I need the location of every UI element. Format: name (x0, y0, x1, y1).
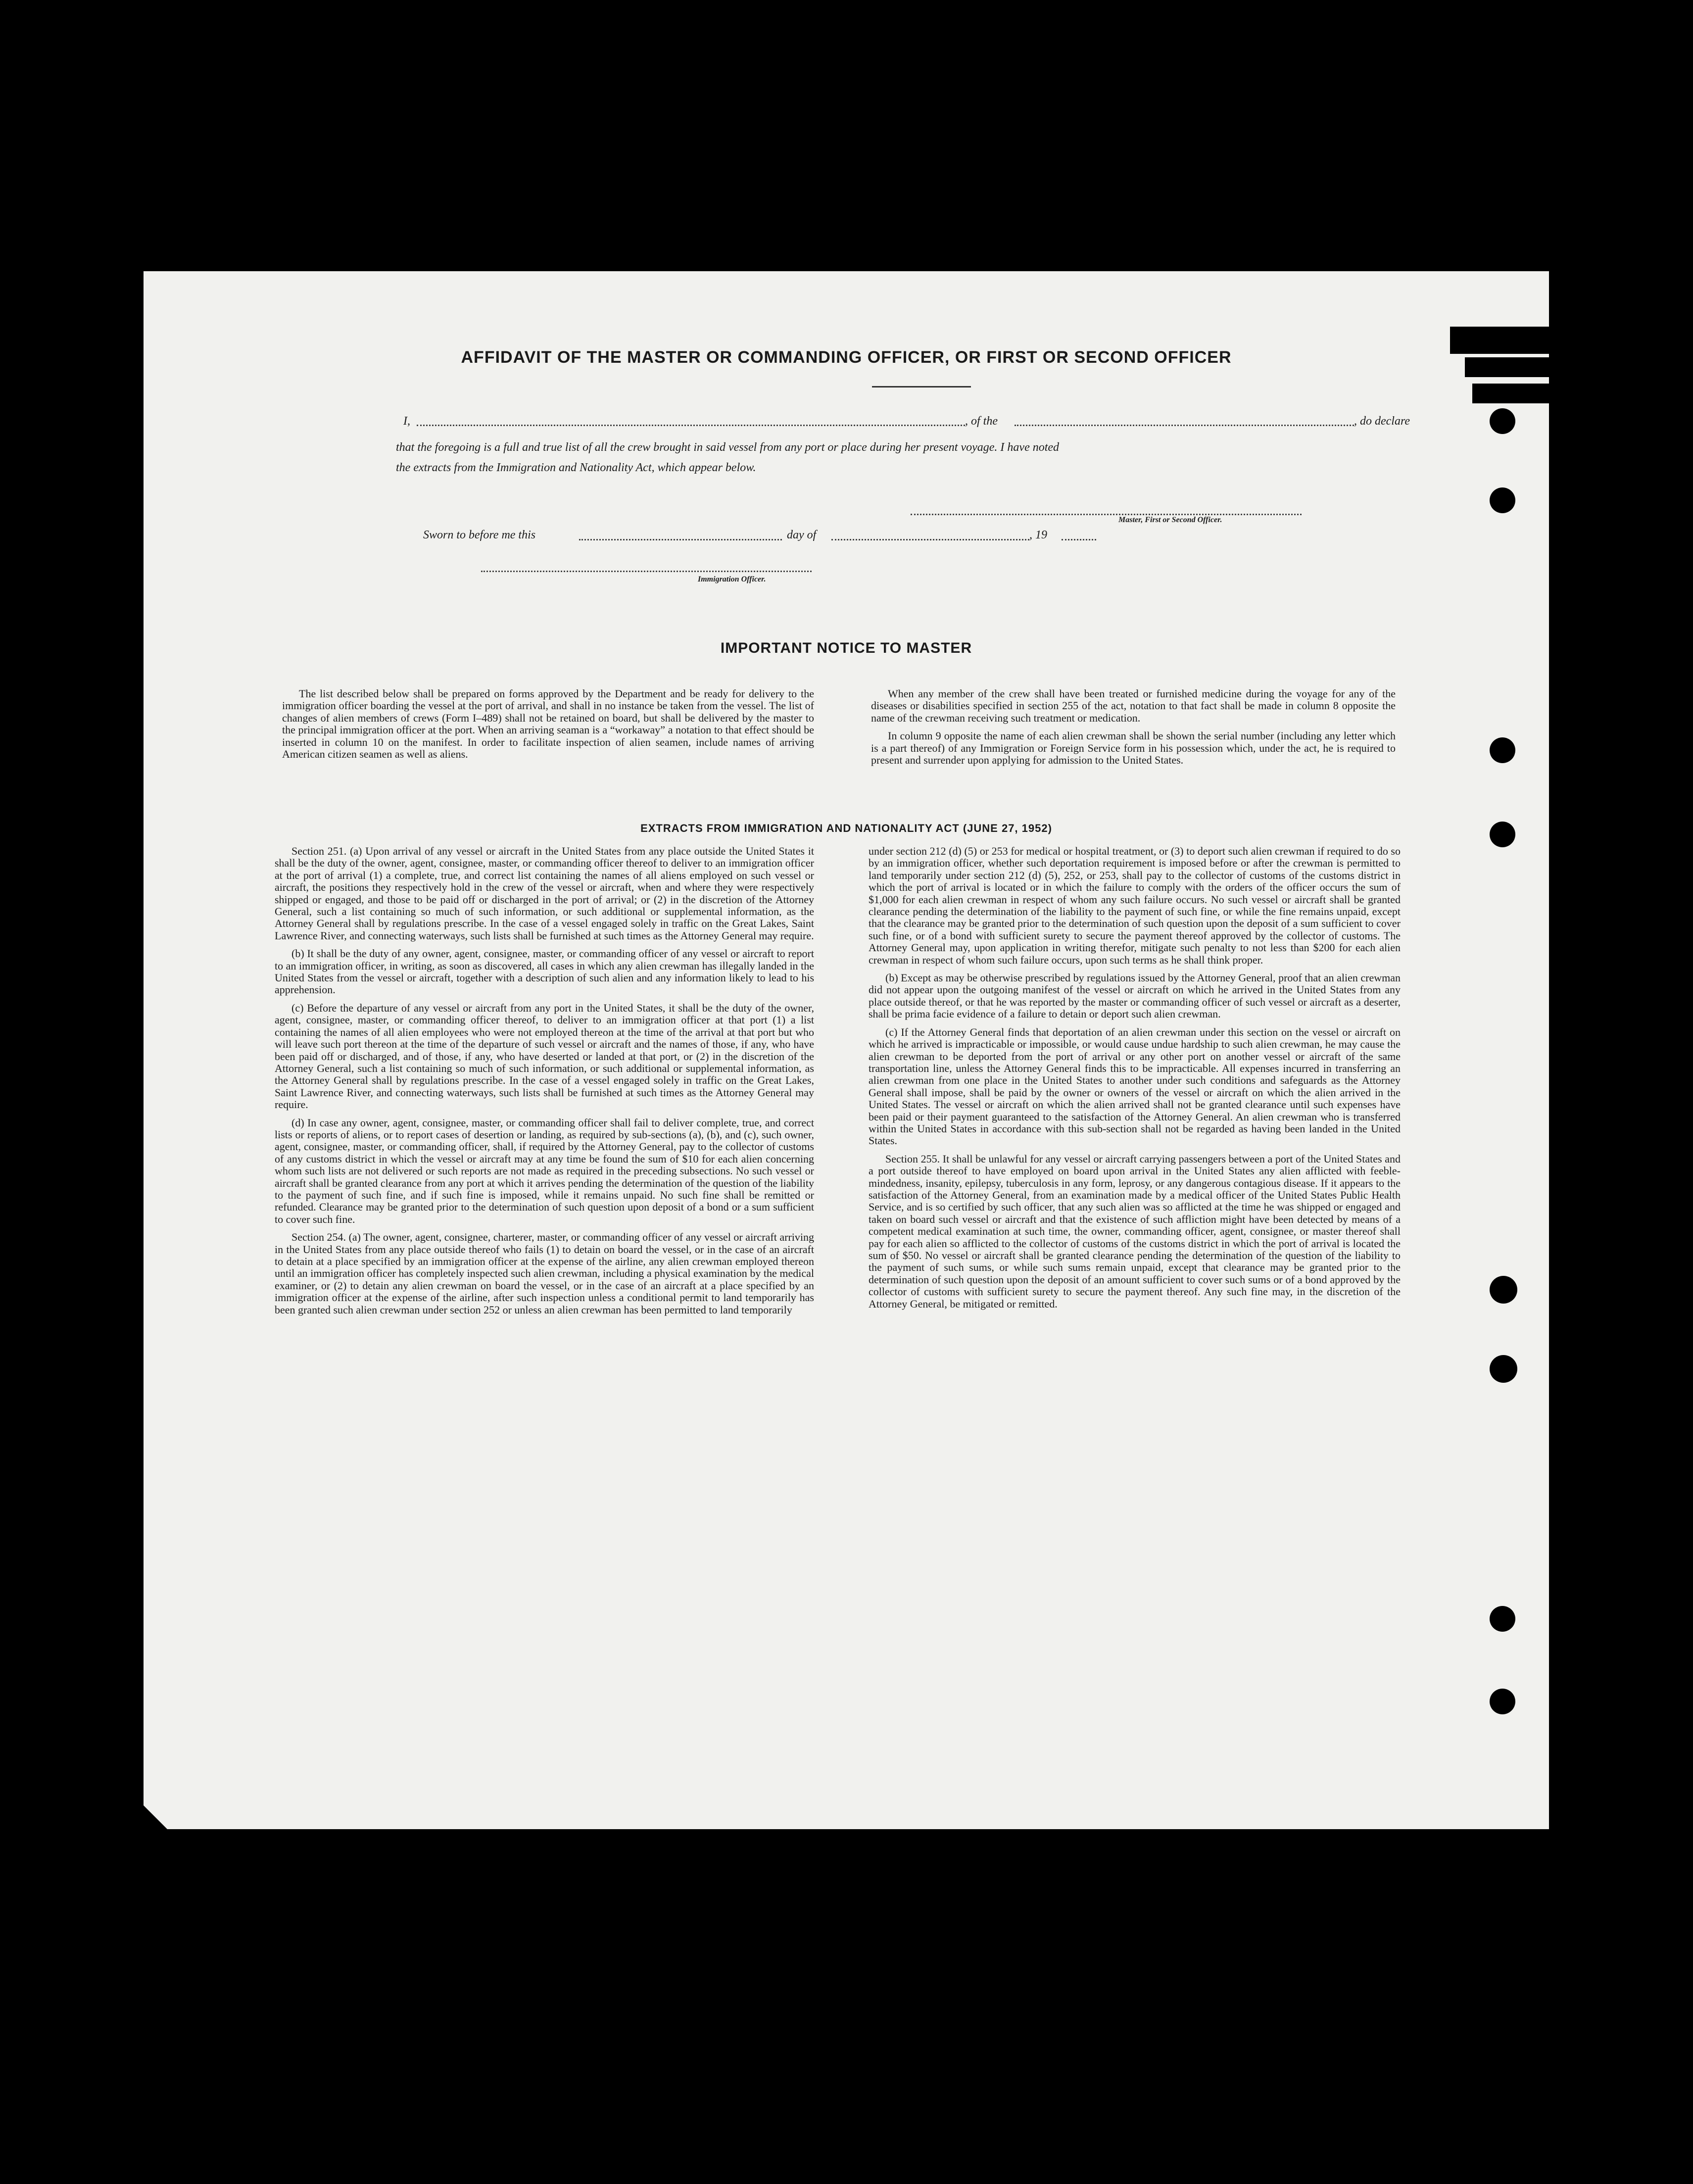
sworn-label: Sworn to before me this (423, 529, 536, 541)
punch-hole (1490, 822, 1515, 847)
punch-hole (1490, 408, 1515, 434)
year-label: , 19 (1029, 529, 1047, 541)
section-255: Section 255. It shall be unlawful for any vessel or aircraft carrying passengers between a port of the United States and a port outside thereof to have employed on board upon arrival in the United States any alien afflicted with feeble-mindedness, insanity, epilepsy, tuberculosis in any form, leprosy, or any dangerous contagious disease. If it appears to the satisfaction of the Attorney General, from an examination made by a medical officer of the United States Public Health Service, and is so certified by such officer, that any such alien was so afflicted at the time he was shipped or engaged and taken on board such vessel or aircraft and that the existence of such affliction might have been detected by means of a competent medical examination at such time, the owner, commanding officer, agent, consignee, or master thereof shall pay for each alien so afflicted to the collector of customs of the customs district in which the port of arrival is located the sum of $50. No vessel or aircraft shall be granted clearance pending the determination of the question of the liability to the payment of such sums, or while such sums remain unpaid, except that clearance may be granted prior to the determination of such question upon the deposit of an amount sufficient to cover such sums or of a bond approved by the collector of customs with sufficient surety to secure the payment thereof. Any such fine may, in the discretion of the Attorney General, be mitigated or remitted. (869, 1152, 1401, 1310)
sworn-day-field[interactable] (579, 539, 782, 540)
extracts-title: EXTRACTS FROM IMMIGRATION AND NATIONALITY ACT (JUNE 27, 1952) (640, 822, 1052, 834)
punch-hole (1490, 487, 1515, 513)
vessel-name-field[interactable] (1015, 425, 1354, 426)
declaration-of-the-label: , of the (965, 415, 998, 428)
master-signature-field[interactable] (911, 514, 1302, 515)
section-254-b: (b) Except as may be otherwise prescribed by regulations issued by the Attorney General, proof that an alien crewman did not appear upon the outgoing manifest of the vessel or aircraft on which he arrived in the United States from any place outside thereof, or that he was reported by the master or commanding officer of such vessel or aircraft as a deserter, shall be prima facie evidence of a failure to detain or deport such alien crewman. (869, 971, 1401, 1020)
punch-hole (1490, 1606, 1515, 1632)
extracts-left-column (275, 845, 814, 1316)
sworn-year-field[interactable] (1062, 539, 1096, 540)
notice-right-column (871, 688, 1396, 766)
section-254-c: (c) If the Attorney General finds that deportation of an alien crewman under this section on the vessel or aircraft on which he arrived is impracticable or impossible, or would cause undue hardship to such alien crewman, he may cause the alien crewman to be deported from the port of arrival or any other port on another vessel or aircraft of the same transportation line, unless the Attorney General finds this to be impracticable. All expenses incurred in transferring an alien crewman from one place in the United States to another under such conditions and safeguards as the Attorney General shall impose, shall be paid by the owner or owners of the vessel or aircraft on which the alien arrived in the United States. The vessel or aircraft on which the alien arrived shall not be granted clearance until such expenses have been paid or their payment guaranteed to the satisfaction of the Attorney General. An alien crewman who is transferred within the United States in accordance with this sub-section shall not be regarded as having been landed in the United States. (869, 1025, 1401, 1147)
page-corner (144, 1805, 167, 1829)
sworn-month-field[interactable] (831, 539, 1029, 540)
declarant-name-field[interactable] (417, 425, 965, 426)
section-251-c: (c) Before the departure of any vessel or aircraft from any port in the United States, it shall be the duty of the owner, agent, consignee, master, or commanding officer thereof, to deliver to an immigration officer at that port (1) a list containing the names of all alien employees who were not employed thereon at the time of the arrival at that port but who will leave such port thereon at the time of the departure of such vessel or aircraft and the names of those, if any, who have been paid off or discharged, and of those, if any, who have deserted or landed at that port, or (2) in the discretion of the Attorney General, such a list containing so much of such information, or such additional or supplemental information, as the Attorney General shall by regulations prescribe. In the case of a vessel engaged solely in traffic on the Great Lakes, Saint Lawrence River, and connecting waterways, such lists shall be furnished at such times as the Attorney General may require. (275, 1001, 814, 1111)
punch-hole (1490, 1276, 1517, 1304)
section-251-d: (d) In case any owner, agent, consignee, master, or commanding officer shall fail to deliver complete, true, and correct lists or reports of aliens, or to report cases of desertion or landing, as required by sub-sections (a), (b), and (c), such owner, agent, consignee, master, or commanding officer, shall, if required by the Attorney General, pay to the collector of customs of any customs district in which the vessel or aircraft may at any time be found the sum of $10 for each alien concerning whom such lists are not delivered or such reports are not made as required in the preceding subsections. No such vessel or aircraft shall be granted clearance from any port at which it arrives pending the determination of the question of the liability to the payment of such fine, and if such fine is imposed, while it remains unpaid. No such fine shall be remitted or refunded. Clearance may be granted prior to the determination of such question upon deposit of a bond or a sum sufficient to cover such fine. (275, 1116, 814, 1225)
notice-title: IMPORTANT NOTICE TO MASTER (720, 640, 972, 656)
immigration-officer-label: Immigration Officer. (698, 575, 766, 583)
declaration-statement-line2: the extracts from the Immigration and Nationality Act, which appear below. (396, 461, 756, 474)
section-254-a: Section 254. (a) The owner, agent, consignee, charterer, master, or commanding officer of any vessel or aircraft arriving in the United States from any place outside thereof who fails (1) to detain on board the vessel, or in the case of an aircraft to detain at a place specified by an immigration officer at the expense of the airline, any alien crewman employed thereon until an immigration officer has completely inspected such alien crewman, including a physical examination by the medical examiner, or (2) to detain any alien crewman on board the vessel, or in the case of an aircraft at a place specified by an immigration officer at the expense of the airline, after such inspection unless a conditional permit to land temporarily has been granted such alien crewman under section 252 or unless an alien crewman has been permitted to land temporarily (275, 1231, 814, 1316)
affidavit-title: AFFIDAVIT OF THE MASTER OR COMMANDING OFFICER, OR FIRST OR SECOND OFFICER (461, 348, 1232, 367)
master-signature-label: Master, First or Second Officer. (1118, 516, 1222, 524)
immigration-officer-signature-field[interactable] (481, 571, 812, 572)
punch-hole (1490, 1355, 1517, 1383)
section-254-a-continued: under section 212 (d) (5) or 253 for medical or hospital treatment, or (3) to deport such alien crewman if required to do so by an immigration officer, whether such deportation requirement is imposed before or after the crewman is permitted to land temporarily under section 212 (d) (5), 252, or 253, shall pay to the collector of customs of the customs district in which the port of arrival is located or in which the failure to comply with the orders of the officer occurs the sum of $1,000 for each alien crewman in respect of whom any such failure occurs. No such vessel or aircraft shall be granted clearance pending the determination of the liability to the payment of such fine, or while the fine remains unpaid, except that the clearance may be granted prior to the determination of such question upon the deposit of a sum sufficient to cover such fine, or of a bond with sufficient surety to secure the payment thereof approved by the collector of customs. The Attorney General may, upon application in writing therefor, mitigate such penalty to not less than $200 for each alien crewman in respect of whom such failure occurs, upon such terms as he shall think proper. (869, 845, 1401, 966)
section-251-b: (b) It shall be the duty of any owner, agent, consignee, master, or commanding officer of any vessel or aircraft to report to an immigration officer, in writing, as soon as discovered, all cases in which any alien crewman has illegally landed in the United States from the vessel or aircraft, together with a description of such alien and any information likely to lead to his apprehension. (275, 947, 814, 996)
document-page (144, 271, 1549, 1829)
edge-tab (1472, 384, 1549, 403)
punch-hole (1490, 737, 1515, 763)
notice-paragraph: The list described below shall be prepared on forms approved by the Department and be ready for delivery to the immigration officer boarding the vessel at the port of arrival, and shall in no instance be taken from the vessel. The list of changes of alien members of crews (Form I–489) shall not be retained on board, but shall be delivered by the master to the principal immigration officer at the port. When an arriving seaman is a “workaway” a notation to that effect should be inserted in column 10 on the manifest. In order to facilitate inspection of alien seamen, include names of arriving American citizen seamen as well as aliens. (282, 687, 814, 761)
declaration-do-declare-label: , do declare (1354, 415, 1410, 428)
notice-left-column (282, 688, 814, 760)
edge-tab (1465, 357, 1549, 377)
punch-hole (1490, 1689, 1515, 1714)
notice-paragraph: In column 9 opposite the name of each alien crewman shall be shown the serial number (including any letter which is a part thereof) of any Immigration or Foreign Service form in his possession which, under the act, he is required to present and surrender upon applying for admission to the United States. (871, 729, 1396, 767)
section-251-a: Section 251. (a) Upon arrival of any vessel or aircraft in the United States from any place outside the United States it shall be the duty of the owner, agent, consignee, master, or commanding officer thereof to deliver to an immigration officer at the port of arrival (1) a complete, true, and correct list containing the names of all aliens employed on such vessel or aircraft, the positions they respectively hold in the crew of the vessel or aircraft, when and where they were respectively shipped or engaged, and those to be paid off or discharged in the port of arrival; or (2) in the discretion of the Attorney General, such a list containing so much of such information, or such additional or supplemental information, as the Attorney General shall by regulations prescribe. In the case of a vessel engaged solely in traffic on the Great Lakes, Saint Lawrence River, and connecting waterways, such lists shall be furnished at such times as the Attorney General may require. (275, 845, 814, 942)
declaration-i-label: I, (403, 415, 410, 428)
extracts-right-column (869, 845, 1401, 1310)
title-rule (872, 386, 971, 388)
notice-paragraph: When any member of the crew shall have been treated or furnished medicine during the voyage for any of the diseases or disabilities specified in section 255 of the act, notation to that fact shall be made in column 8 opposite the name of the crewman receiving such treatment or medication. (871, 687, 1396, 724)
edge-tab (1450, 327, 1549, 354)
declaration-statement-line1: that the foregoing is a full and true list of all the crew brought in said vessel from any port or place during her present voyage. I have noted (396, 441, 1060, 454)
day-of-label: day of (787, 529, 817, 541)
